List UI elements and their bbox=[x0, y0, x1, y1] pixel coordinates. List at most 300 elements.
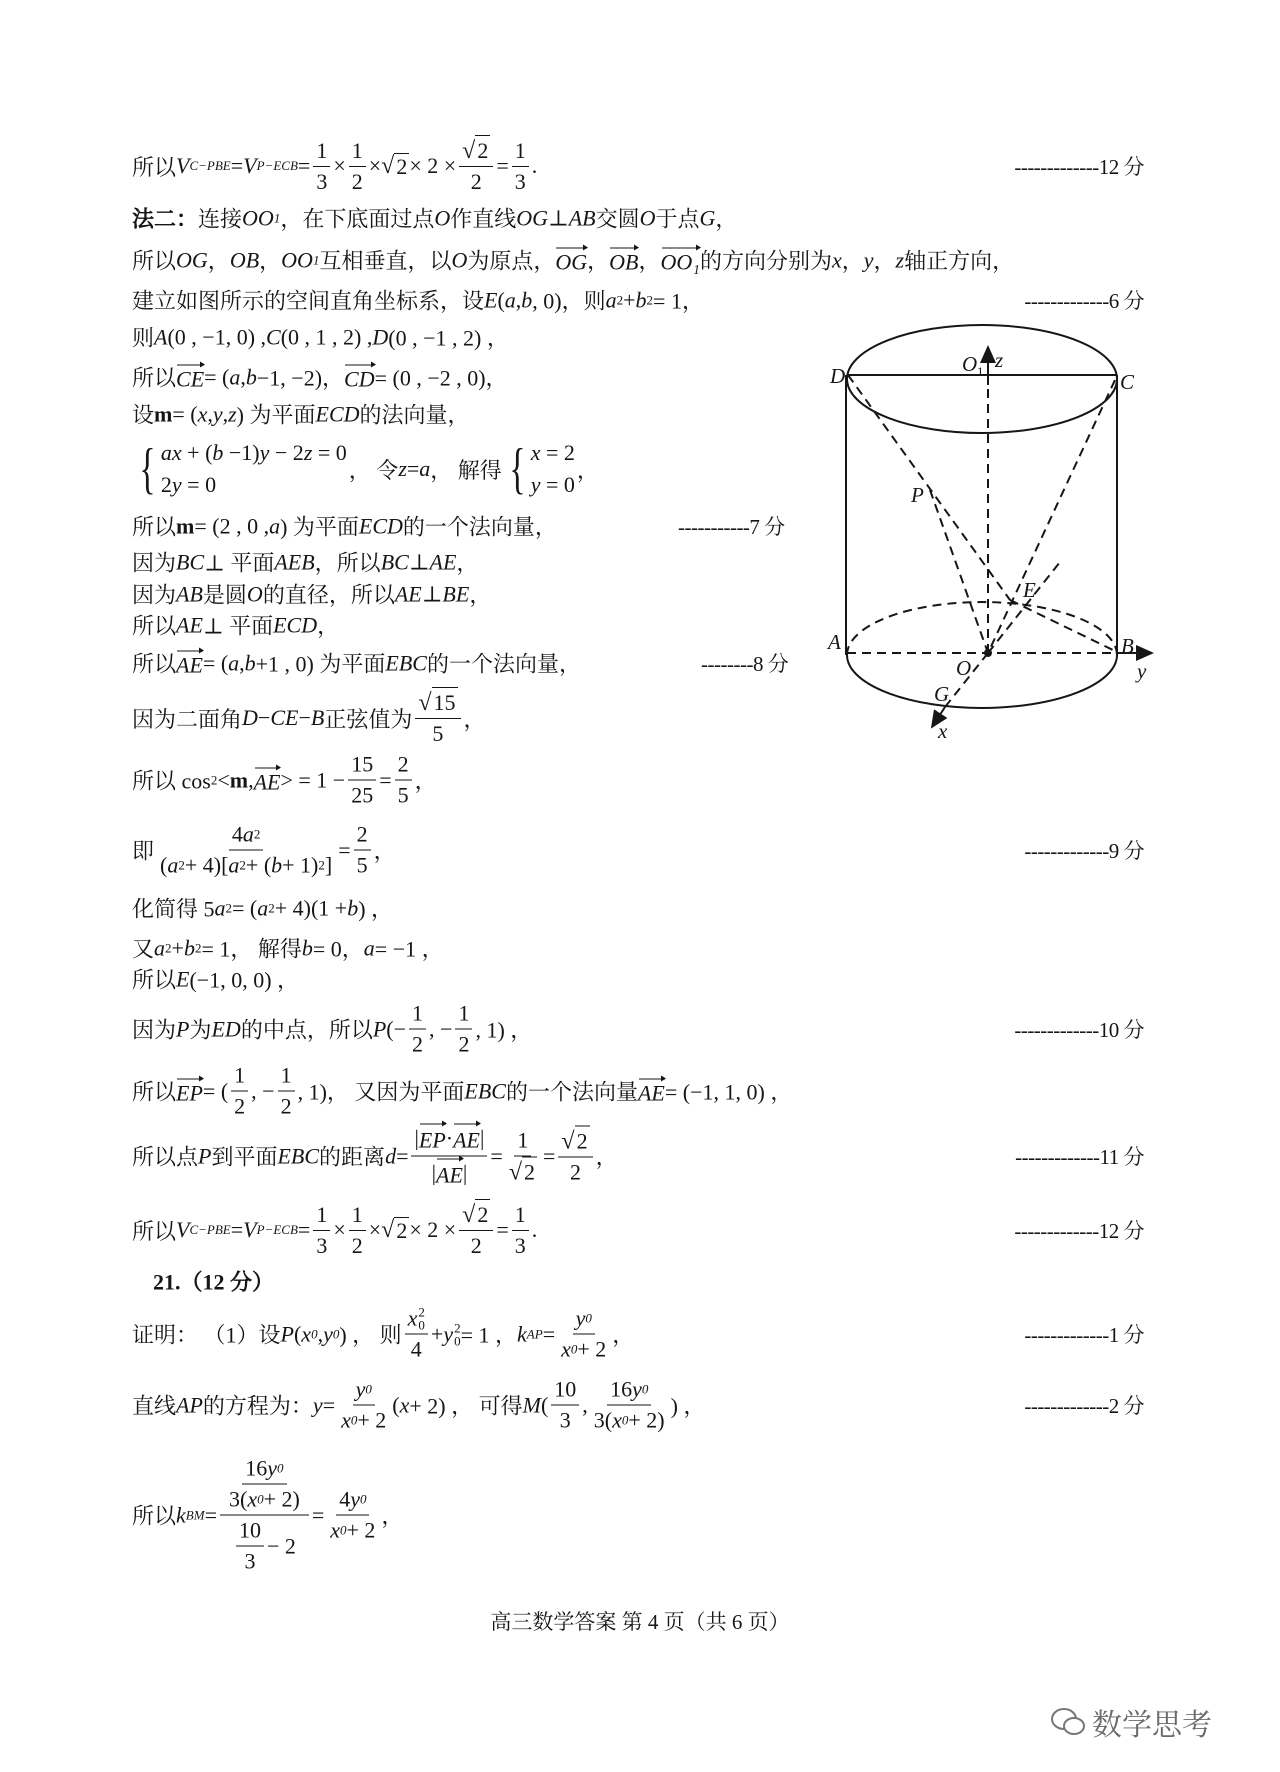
label-p: P bbox=[911, 483, 924, 507]
text: 的距离 bbox=[319, 1144, 386, 1170]
text: 是圆 bbox=[202, 582, 247, 608]
text: = 1， 解得 bbox=[201, 936, 302, 962]
text: = 0 bbox=[312, 440, 347, 465]
text: 的一个法向量， bbox=[402, 514, 557, 540]
text: 4 bbox=[231, 821, 243, 847]
math-symbol: O bbox=[639, 205, 656, 230]
subscript: P−ECB bbox=[256, 158, 298, 173]
text: ⊥ bbox=[408, 549, 430, 574]
text: 因为 bbox=[132, 1017, 177, 1043]
text: ， bbox=[381, 1503, 404, 1529]
text: ( bbox=[497, 287, 505, 312]
math-symbol: ECD bbox=[315, 401, 360, 426]
text: 3 bbox=[316, 168, 328, 194]
text: = bbox=[311, 1502, 325, 1527]
text: 5 bbox=[432, 721, 444, 746]
subscript: 0 bbox=[359, 1491, 367, 1507]
brace-icon: { bbox=[139, 438, 156, 500]
subscript: 1 bbox=[273, 210, 281, 225]
score-marker: -------------1 分 bbox=[1024, 1323, 1144, 1347]
vector: AE bbox=[638, 1076, 665, 1106]
text: −1) bbox=[223, 440, 260, 465]
subscript: 0 bbox=[332, 1326, 340, 1341]
bold-text: 21.（12 分） bbox=[153, 1269, 275, 1295]
text: 因为二面角 bbox=[132, 706, 243, 732]
text: × bbox=[333, 1217, 346, 1242]
text: 2 bbox=[397, 751, 409, 777]
math-symbol: z bbox=[398, 456, 407, 481]
text: 连接 bbox=[198, 206, 243, 232]
math-symbol: BC bbox=[380, 549, 409, 574]
subscript: 0 bbox=[454, 1333, 461, 1348]
text: 到平面 bbox=[211, 1144, 278, 1170]
text: + 2) ， 可得 bbox=[409, 1393, 523, 1419]
math-symbol: G bbox=[699, 205, 716, 230]
math-symbol: y bbox=[443, 1321, 454, 1346]
text: × bbox=[368, 153, 382, 178]
text: = 1， bbox=[653, 288, 704, 314]
bold-text: m bbox=[229, 767, 249, 792]
text: , − bbox=[251, 1078, 275, 1103]
math-symbol: ED bbox=[211, 1016, 241, 1041]
text: = bbox=[542, 1321, 556, 1346]
math-symbol: V bbox=[176, 153, 190, 178]
superscript: 2 bbox=[318, 857, 325, 873]
text: , bbox=[317, 1321, 324, 1346]
line-d-e bbox=[848, 375, 1010, 600]
math-symbol: x bbox=[407, 1305, 418, 1331]
math-symbol: a bbox=[605, 287, 617, 312]
text: ， bbox=[841, 248, 864, 274]
text: 2 bbox=[280, 1093, 292, 1119]
text: × bbox=[333, 153, 346, 178]
subscript: 0 bbox=[570, 1341, 578, 1357]
math-symbol: O bbox=[246, 581, 263, 606]
math-symbol: BE bbox=[442, 581, 470, 606]
radical-sign-icon: √ bbox=[381, 152, 395, 179]
radical-sign-icon: √ bbox=[508, 1159, 522, 1185]
math-symbol: ECD bbox=[358, 513, 403, 538]
text: , − bbox=[429, 1016, 453, 1041]
text: ， bbox=[373, 838, 396, 864]
text: 2 bbox=[470, 1233, 482, 1258]
text: 1 bbox=[517, 1127, 529, 1152]
text: 2 bbox=[351, 1232, 363, 1258]
text: (0 , 1 , 2) , bbox=[280, 324, 373, 349]
math-symbol: b bbox=[212, 440, 224, 465]
text: | bbox=[462, 1160, 468, 1186]
text: 轴正方向， bbox=[904, 248, 1015, 274]
text: 3( bbox=[593, 1407, 613, 1433]
text: ， bbox=[587, 248, 610, 274]
text: ) ， bbox=[670, 1393, 706, 1419]
text: = bbox=[230, 1217, 244, 1242]
label-b: B bbox=[1121, 634, 1134, 658]
line-p-o bbox=[930, 490, 988, 653]
text: 的一个法向量， bbox=[426, 651, 581, 677]
math-symbol: d bbox=[385, 1143, 397, 1168]
math-symbol: E bbox=[176, 966, 190, 991]
text: + ( bbox=[245, 852, 272, 878]
superscript: 2 bbox=[268, 900, 275, 915]
text: 的法向量， bbox=[359, 402, 470, 428]
text: + 2) bbox=[263, 1486, 300, 1512]
math-symbol: P bbox=[176, 1016, 190, 1041]
text: ，在下底面过点 bbox=[280, 206, 435, 232]
text: ] bbox=[324, 852, 333, 878]
math-symbol: z bbox=[303, 440, 313, 465]
text: , bbox=[207, 401, 213, 426]
score-marker: --------8 分 bbox=[701, 652, 789, 676]
text: ， bbox=[456, 550, 479, 576]
text: 所以 bbox=[132, 365, 177, 391]
text: | bbox=[431, 1160, 436, 1186]
text: = ( bbox=[204, 364, 230, 389]
text: , bbox=[239, 650, 245, 675]
text: 设 bbox=[132, 402, 155, 428]
text: 正弦值为 bbox=[324, 706, 413, 732]
text: = bbox=[204, 1502, 217, 1527]
math-symbol: y bbox=[267, 1455, 278, 1481]
text: = 0， bbox=[312, 936, 364, 962]
text: (− bbox=[386, 1016, 407, 1041]
text: , 1)， 又因为平面 bbox=[297, 1079, 465, 1105]
text: = 1 ， bbox=[460, 1322, 518, 1348]
label-e: E bbox=[1023, 578, 1036, 602]
text: 1 bbox=[351, 1201, 363, 1227]
text: (0 , −1 , 2) ， bbox=[388, 325, 509, 351]
superscript: 2 bbox=[253, 826, 261, 842]
text: = ( bbox=[232, 895, 258, 920]
text: 1 bbox=[280, 1062, 292, 1088]
text: = bbox=[379, 767, 392, 792]
text: × 2 × bbox=[409, 1217, 457, 1242]
text: 所以 bbox=[132, 514, 177, 540]
text: 1 bbox=[514, 137, 526, 163]
text: 为 bbox=[189, 1017, 212, 1043]
text: ， bbox=[576, 457, 599, 483]
text: = bbox=[230, 153, 244, 178]
text: + ( bbox=[181, 440, 213, 465]
text: 2 bbox=[160, 472, 172, 497]
text: 1 bbox=[412, 1000, 424, 1026]
text: − 2 bbox=[269, 440, 304, 465]
text: ( bbox=[160, 852, 168, 878]
top-circle bbox=[847, 325, 1117, 433]
score-marker: -------------12 分 bbox=[1014, 155, 1144, 179]
math-symbol: AE bbox=[429, 549, 457, 574]
math-symbol: P bbox=[372, 1016, 387, 1041]
vector: EP bbox=[419, 1122, 446, 1156]
text: ， bbox=[317, 613, 340, 639]
subscript: 0 bbox=[418, 1317, 425, 1333]
subscript: 1 bbox=[312, 252, 320, 267]
superscript: 2 bbox=[165, 940, 172, 955]
text: ， bbox=[207, 248, 230, 274]
text: 2 bbox=[470, 169, 482, 194]
math-symbol: C bbox=[266, 324, 281, 349]
text: 化简得 5 bbox=[132, 896, 215, 922]
text: 因为 bbox=[132, 550, 177, 576]
line-e-b bbox=[1010, 600, 1115, 651]
math-symbol: OO bbox=[281, 247, 313, 272]
subscript: BM bbox=[185, 1507, 205, 1522]
text: = bbox=[322, 1392, 336, 1417]
text: 1 bbox=[458, 1000, 470, 1026]
radical-sign-icon: √ bbox=[462, 138, 476, 164]
math-symbol: AB bbox=[568, 205, 596, 230]
text: −1, −2)， bbox=[256, 365, 345, 391]
math-symbol: k bbox=[176, 1502, 186, 1527]
math-symbol: z bbox=[895, 247, 905, 272]
text: 2 bbox=[234, 1093, 246, 1119]
label-x: x bbox=[938, 719, 948, 743]
vector: OG bbox=[555, 245, 587, 275]
wechat-icon bbox=[1050, 1707, 1086, 1737]
text: 3 bbox=[514, 1232, 526, 1258]
text: 所以点 bbox=[132, 1144, 199, 1170]
math-symbol: x bbox=[247, 1486, 258, 1512]
text: 16 bbox=[610, 1376, 633, 1402]
text: = 0 bbox=[540, 472, 575, 497]
text: = 0 bbox=[181, 472, 217, 497]
text: + 2 bbox=[346, 1517, 376, 1543]
subscript: 0 bbox=[350, 1412, 358, 1428]
text: − 2 bbox=[266, 1533, 296, 1558]
subscript: 0 bbox=[585, 1310, 592, 1326]
vector: AE bbox=[453, 1122, 480, 1156]
math-symbol: b bbox=[245, 364, 257, 389]
text: ) 为平面 bbox=[236, 402, 316, 428]
math-symbol: V bbox=[243, 1217, 257, 1242]
label-o: O bbox=[956, 656, 972, 680]
text: 建立如图所示的空间直角坐标系，设 bbox=[132, 288, 485, 314]
text: 4 bbox=[339, 1486, 351, 1512]
text: + 4)(1 + bbox=[274, 895, 348, 920]
text: | bbox=[414, 1125, 419, 1151]
text: = bbox=[406, 456, 420, 481]
text: 又 bbox=[132, 936, 155, 962]
math-symbol: y bbox=[259, 440, 270, 465]
text: 5 bbox=[397, 782, 409, 808]
text: + bbox=[623, 287, 636, 312]
text: + 2 bbox=[357, 1407, 387, 1433]
text: 3 bbox=[316, 1232, 328, 1258]
text: ， bbox=[638, 248, 661, 274]
math-symbol: y bbox=[863, 247, 874, 272]
text: ，所以 bbox=[314, 550, 381, 576]
vector: EP bbox=[176, 1076, 203, 1106]
subscript: AP bbox=[526, 1326, 543, 1341]
text: = (0 , −2 , 0)， bbox=[374, 365, 508, 391]
text: 则 bbox=[132, 325, 155, 351]
text: 2 bbox=[458, 1031, 470, 1057]
text: 的中点，所以 bbox=[240, 1017, 373, 1043]
math-symbol: x bbox=[831, 247, 842, 272]
radicand: 2 bbox=[396, 153, 408, 179]
text: ， bbox=[873, 248, 896, 274]
text: 因为 bbox=[132, 582, 177, 608]
math-symbol: EBC bbox=[277, 1143, 320, 1168]
math-symbol: x bbox=[197, 401, 208, 426]
text: 1 bbox=[351, 137, 363, 163]
text: = −1 ， bbox=[374, 936, 444, 962]
math-symbol: M bbox=[522, 1392, 541, 1417]
label-a: A bbox=[828, 630, 841, 654]
text: ) ， bbox=[358, 896, 394, 922]
text: ， bbox=[469, 582, 492, 608]
math-symbol: O bbox=[434, 205, 451, 230]
math-symbol: b bbox=[347, 895, 359, 920]
math-symbol: AE bbox=[176, 612, 203, 637]
math-symbol: a bbox=[228, 650, 240, 675]
text: . bbox=[531, 153, 538, 178]
superscript: 2 bbox=[239, 857, 246, 873]
radicand: 2 bbox=[396, 1217, 408, 1243]
text: = (2 , 0 , bbox=[194, 513, 270, 538]
math-symbol: x bbox=[399, 1392, 410, 1417]
text: 直线 bbox=[132, 1393, 177, 1419]
score-marker: -----------7 分 bbox=[678, 515, 785, 539]
text: 所以 bbox=[132, 248, 177, 274]
text: ， bbox=[414, 768, 437, 794]
radicand: 2 bbox=[475, 1199, 490, 1230]
line-c-o bbox=[988, 380, 1115, 653]
score-marker: -------------6 分 bbox=[1024, 289, 1144, 313]
label-z: z bbox=[995, 348, 1004, 372]
math-symbol: a bbox=[504, 287, 516, 312]
math-symbol: y bbox=[350, 1486, 360, 1512]
subscript: 0 bbox=[257, 1491, 264, 1507]
superscript: 2 bbox=[646, 292, 654, 307]
text: 所以 bbox=[132, 613, 177, 639]
text: 1 bbox=[514, 1201, 526, 1227]
math-symbol: a bbox=[229, 364, 241, 389]
math-symbol: x bbox=[330, 1517, 340, 1543]
math-symbol: b bbox=[301, 935, 313, 960]
text: 所以 bbox=[132, 651, 177, 677]
watermark bbox=[1050, 1700, 1212, 1744]
subscript: P−ECB bbox=[256, 1222, 298, 1237]
math-symbol: D bbox=[242, 705, 258, 730]
text: 1 bbox=[316, 137, 328, 163]
text: | bbox=[480, 1125, 485, 1151]
radical-sign-icon: √ bbox=[381, 1216, 395, 1243]
text: ( bbox=[540, 1392, 549, 1417]
text: ， bbox=[715, 206, 738, 232]
text: (−1, 0, 0) ， bbox=[189, 967, 300, 993]
label-g: G bbox=[934, 682, 950, 706]
text: 25 bbox=[351, 782, 374, 808]
text: , 1) ， bbox=[475, 1017, 533, 1043]
text: + bbox=[430, 1321, 444, 1346]
text: , bbox=[222, 401, 229, 426]
math-symbol: AB bbox=[176, 581, 203, 606]
math-symbol: k bbox=[517, 1321, 527, 1346]
math-symbol: y bbox=[575, 1305, 586, 1331]
subscript: C−PBE bbox=[189, 158, 231, 173]
bold-text: m bbox=[176, 513, 195, 538]
text: 15 bbox=[351, 751, 374, 777]
score-marker: -------------9 分 bbox=[1024, 839, 1144, 863]
text: 1 bbox=[316, 1201, 328, 1227]
text: 2 bbox=[351, 168, 363, 194]
text: ， bbox=[612, 1322, 635, 1348]
text: − bbox=[257, 705, 271, 730]
text: 证明： （1）设 bbox=[132, 1322, 281, 1348]
math-symbol: a bbox=[419, 456, 431, 481]
text: = ( bbox=[202, 650, 229, 675]
math-symbol: a bbox=[363, 935, 375, 960]
math-symbol: a bbox=[257, 895, 269, 920]
radicand: 2 bbox=[475, 135, 490, 166]
text: + bbox=[171, 935, 184, 960]
score-marker: -------------11 分 bbox=[1015, 1145, 1144, 1169]
text: + 2) bbox=[628, 1407, 665, 1433]
text: 的直径，所以 bbox=[262, 582, 395, 608]
vector: AE bbox=[176, 648, 203, 678]
math-symbol: x bbox=[530, 440, 541, 465]
superscript: 2 bbox=[210, 772, 218, 787]
text: . bbox=[531, 1217, 538, 1242]
math-symbol: AP bbox=[176, 1392, 203, 1417]
watermark-text: 数学思考 bbox=[1092, 1708, 1212, 1743]
math-symbol: a bbox=[214, 895, 226, 920]
text: 所以 bbox=[132, 1218, 177, 1244]
math-symbol: D bbox=[372, 324, 389, 349]
text: = bbox=[297, 153, 311, 178]
math-symbol: y bbox=[530, 472, 541, 497]
math-symbol: OG bbox=[176, 247, 208, 272]
text: + 2 bbox=[577, 1336, 607, 1362]
text: 的方向分别为 bbox=[699, 248, 832, 274]
page-footer: 高三数学答案 第 4 页（共 6 页） bbox=[490, 1610, 790, 1634]
text: 3 bbox=[244, 1548, 256, 1574]
radicand: 2 bbox=[575, 1125, 590, 1156]
text: = bbox=[490, 1143, 503, 1168]
text: = 2 bbox=[540, 440, 575, 465]
math-symbol: x bbox=[341, 1407, 351, 1433]
math-symbol: EBC bbox=[464, 1078, 506, 1103]
math-symbol: b bbox=[635, 287, 647, 312]
text: = bbox=[396, 1143, 409, 1168]
text: = bbox=[297, 1217, 311, 1242]
math-symbol: a bbox=[154, 935, 166, 960]
text: 即 bbox=[132, 838, 155, 864]
text: ( bbox=[392, 1392, 400, 1417]
label-o1-sub: 1 bbox=[977, 364, 984, 379]
superscript: 2 bbox=[225, 900, 233, 915]
radical-sign-icon: √ bbox=[418, 690, 432, 716]
math-symbol: O bbox=[451, 247, 468, 272]
text: < bbox=[217, 767, 230, 792]
math-symbol: B bbox=[310, 705, 325, 730]
brace-icon: { bbox=[509, 438, 526, 500]
text: ( bbox=[293, 1321, 302, 1346]
math-symbol: AEB bbox=[274, 549, 315, 574]
text: 所以 bbox=[132, 154, 177, 180]
text: ， bbox=[463, 706, 486, 732]
text: ⊥ 平面 bbox=[202, 613, 274, 639]
text: 16 bbox=[245, 1455, 268, 1481]
vector: CE bbox=[176, 362, 204, 392]
math-symbol: a bbox=[228, 852, 240, 878]
text: 作直线 bbox=[450, 206, 517, 232]
text: × 2 × bbox=[409, 153, 457, 178]
math-symbol: E bbox=[484, 287, 498, 312]
math-symbol: CE bbox=[270, 705, 299, 730]
math-symbol: x bbox=[612, 1407, 622, 1433]
